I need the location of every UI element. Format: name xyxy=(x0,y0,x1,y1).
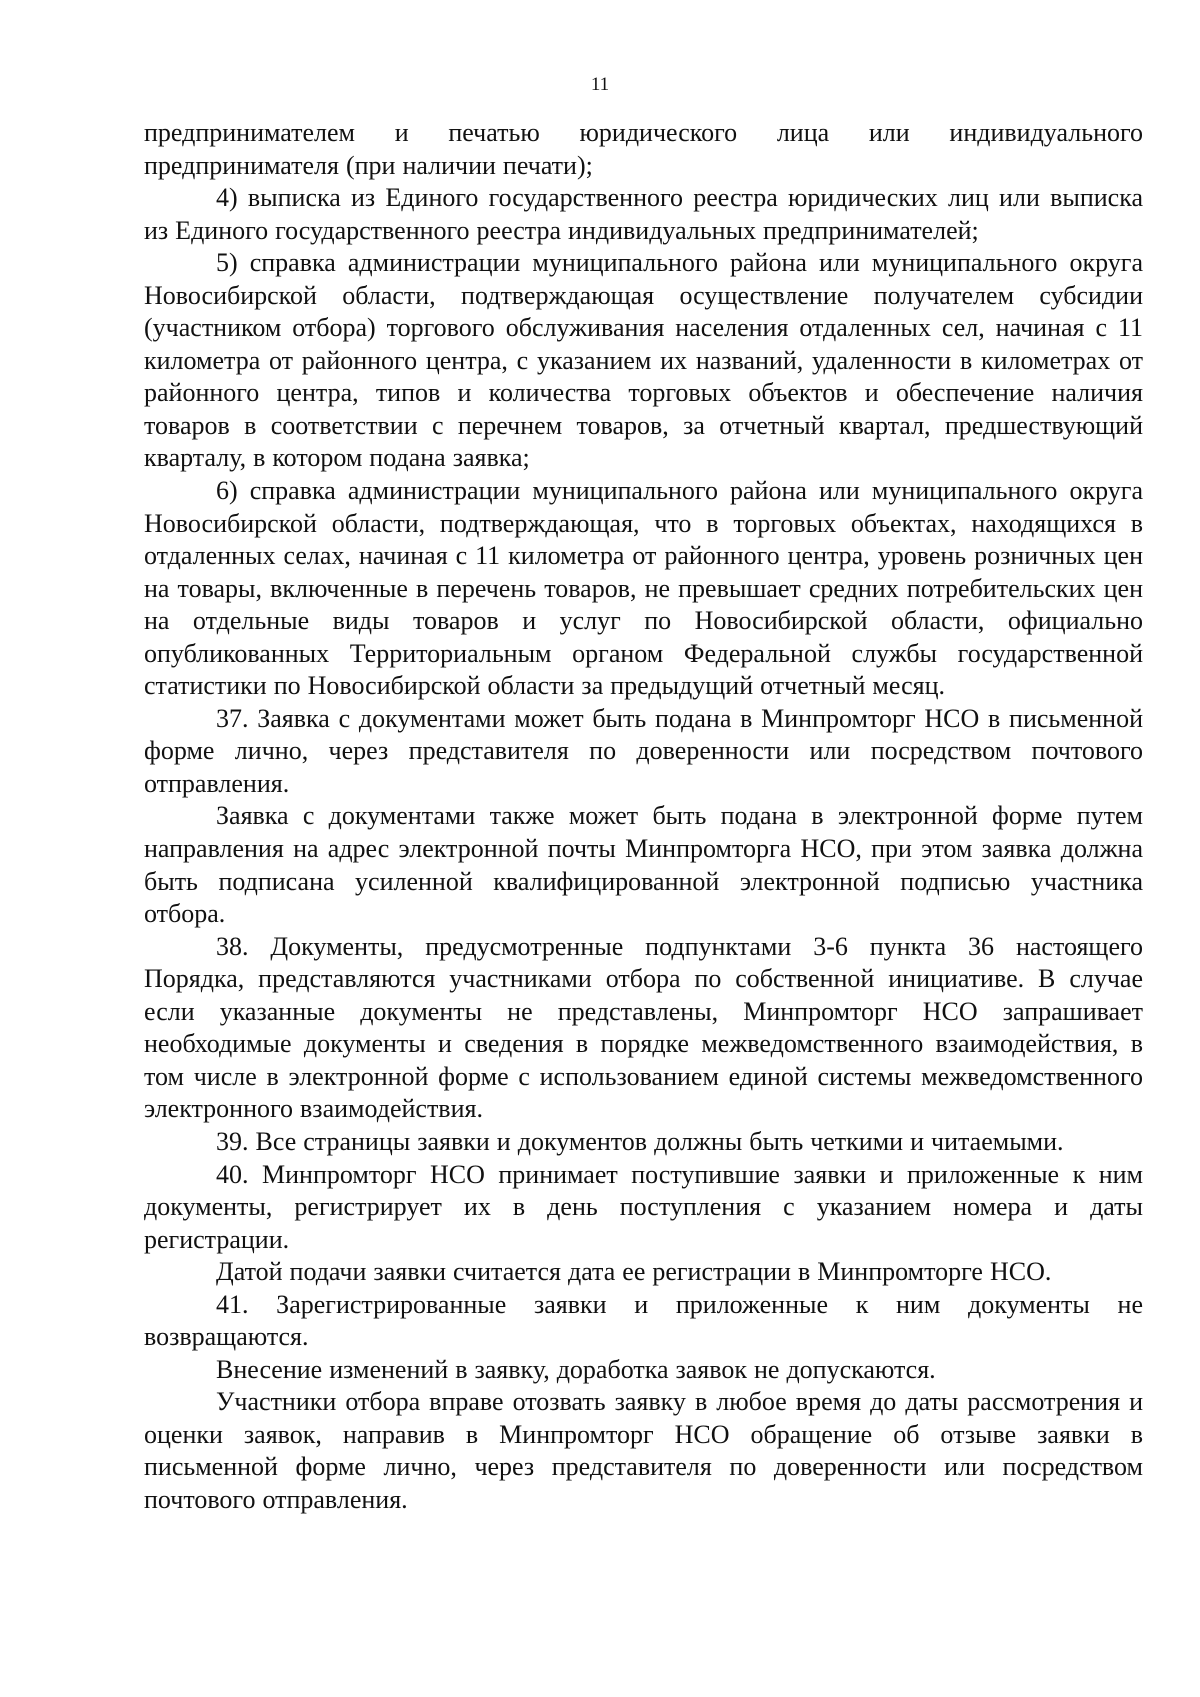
paragraph-withdrawal: Участники отбора вправе отозвать заявку в любое время до даты рассмотрения и оценки заявок, направив в Минпромторг НСО обращение об отзыве заявки в письменной форме лично, через представителя по доверенности или посредством почтового отправления. xyxy=(144,1387,1143,1514)
paragraph-continuation: предпринимателем и печатью юридического лица или индивидуального предпринимателя (при наличии печати); xyxy=(144,118,1143,180)
document-body xyxy=(144,117,1143,1517)
paragraph-item-6: 6) справка администрации муниципального района или муниципального округа Новосибирской области, подтверждающая, что в торговых объектах, находящихся в отдаленных селах, начиная с 11 километра от районного центра, уровень розничных цен на товары, включенные в перечень товаров, не превышает средних потребительских цен на отдельные виды товаров и услуг по Новосибирской области, официально опубликованных Территориальным органом Федеральной службы государственной статистики по Новосибирской области за предыдущий отчетный месяц. xyxy=(144,476,1143,701)
paragraph-clause-39: 39. Все страницы заявки и документов должны быть четкими и читаемыми. xyxy=(216,1126,1064,1156)
paragraph-item-4: 4) выписка из Единого государственного реестра юридических лиц или выписка из Единого государственного реестра индивидуальных предпринимателей; xyxy=(144,183,1143,245)
paragraph-electronic-submission: Заявка с документами также может быть подана в электронной форме путем направления на адрес электронной почты Минпромторга НСО, при этом заявка должна быть подписана усиленной квалифицированной электронной подписью участника отбора. xyxy=(144,801,1143,929)
paragraph-clause-38: 38. Документы, предусмотренные подпунктами 3-6 пункта 36 настоящего Порядка, представляются участниками отбора по собственной инициативе. В случае если указанные документы не представлены, Минпромторг НСО запрашивает необходимые документы и сведения в порядке межведомственного взаимодействия, в том числе в электронной форме с использованием единой системы межведомственного электронного взаимодействия. xyxy=(144,931,1143,1124)
page-number: 11 xyxy=(590,74,610,95)
paragraph-item-5: 5) справка администрации муниципального района или муниципального округа Новосибирской области, подтверждающая осуществление получателем субсидии (участником отбора) торгового обслуживания населения отдаленных сел, начиная с 11 километра от районного центра, с указанием их названий, удаленности в километрах от районного центра, типов и количества торговых объектов и обеспечение наличия товаров в соответствии с перечнем товаров, за отчетный квартал, предшествующий кварталу, в котором подана заявка; xyxy=(144,248,1143,473)
paragraph-submission-date: Датой подачи заявки считается дата ее регистрации в Минпромторге НСО. xyxy=(216,1257,1052,1287)
paragraph-clause-41: 41. Зарегистрированные заявки и приложенные к ним документы не возвращаются. xyxy=(144,1289,1143,1352)
paragraph-no-changes: Внесение изменений в заявку, доработка заявок не допускаются. xyxy=(216,1354,936,1384)
paragraph-clause-37: 37. Заявка с документами может быть подана в Минпромторг НСО в письменной форме лично, через представителя по доверенности или посредством почтового отправления. xyxy=(144,703,1143,798)
paragraph-clause-40: 40. Минпромторг НСО принимает поступившие заявки и приложенные к ним документы, регистрирует их в день поступления с указанием номера и даты регистрации. xyxy=(144,1159,1143,1254)
